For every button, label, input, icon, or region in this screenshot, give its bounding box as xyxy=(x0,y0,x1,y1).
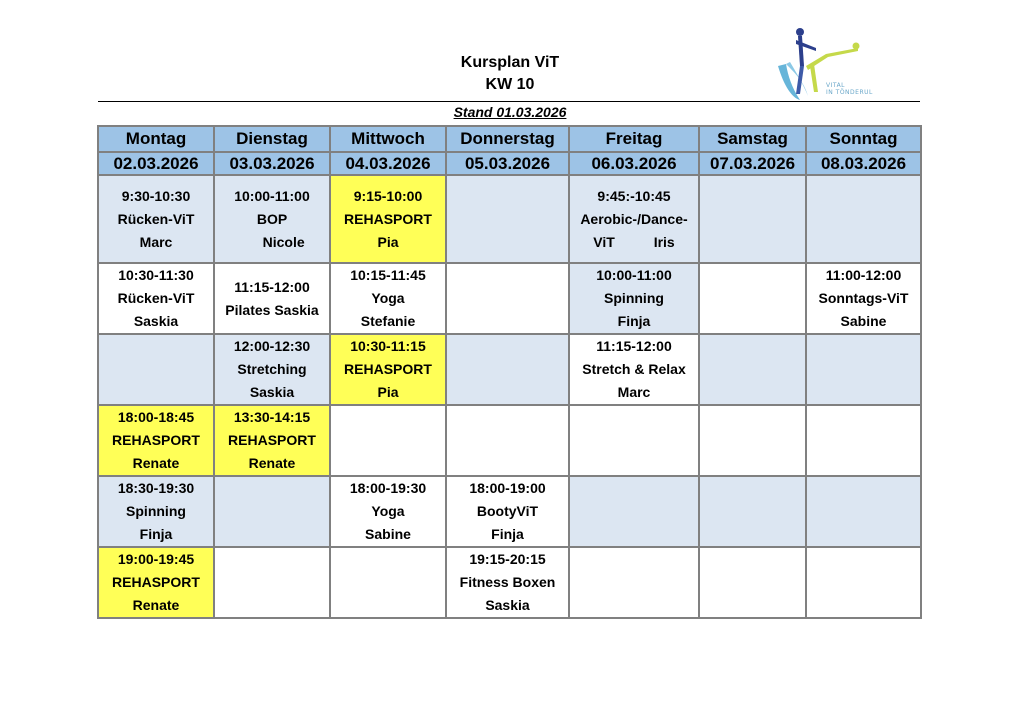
day-header-dienstag: Dienstag xyxy=(214,126,330,152)
course-text: 10:30-11:30 Rücken-ViT Saskia xyxy=(117,267,195,329)
course-cell xyxy=(446,476,569,547)
course-cell xyxy=(806,263,921,334)
course-cell xyxy=(446,405,569,476)
course-cell xyxy=(569,476,699,547)
course-text: 12:00-12:30 Stretching Saskia xyxy=(233,338,311,400)
course-cell xyxy=(569,175,699,263)
table-row xyxy=(98,334,921,405)
course-text: 11:15-12:00 Pilates Saskia xyxy=(225,278,319,318)
course-cell xyxy=(806,334,921,405)
course-cell xyxy=(98,263,214,334)
course-cell xyxy=(214,175,330,263)
course-cell xyxy=(699,263,806,334)
course-cell xyxy=(569,405,699,476)
course-text: 11:00-12:00 Sonntags-ViT Sabine xyxy=(818,267,909,329)
logo-text-line1: VITAL xyxy=(826,82,846,89)
stand-date: Stand 01.03.2026 xyxy=(453,104,567,120)
course-text: 9:15-10:00 REHASPORT Pia xyxy=(344,187,432,250)
course-cell xyxy=(446,175,569,263)
logo-text-line2: IN TÖNDERUL xyxy=(826,89,873,96)
course-cell xyxy=(214,547,330,618)
course-text: 11:15-12:00 Stretch & Relax Marc xyxy=(582,338,686,400)
course-cell xyxy=(699,547,806,618)
course-text: 10:30-11:15 REHASPORT Pia xyxy=(344,338,432,400)
date-header-row xyxy=(98,152,921,175)
day-header-montag: Montag xyxy=(98,126,214,152)
course-cell xyxy=(446,547,569,618)
day-header-row xyxy=(98,126,921,152)
course-text: 18:00-19:30 Yoga Sabine xyxy=(349,480,427,542)
course-cell xyxy=(214,476,330,547)
date-dienstag: 03.03.2026 xyxy=(214,152,330,175)
course-cell xyxy=(569,334,699,405)
course-cell xyxy=(330,263,446,334)
course-cell xyxy=(699,405,806,476)
course-cell xyxy=(699,175,806,263)
date-montag: 02.03.2026 xyxy=(98,152,214,175)
course-cell xyxy=(98,547,214,618)
plan-title: Kursplan ViT xyxy=(460,54,560,71)
course-text: 18:00-18:45 REHASPORT Renate xyxy=(112,409,200,471)
course-cell xyxy=(214,263,330,334)
course-cell xyxy=(446,334,569,405)
course-text: 18:00-19:00 BootyViT Finja xyxy=(469,480,546,542)
course-cell xyxy=(330,334,446,405)
course-cell xyxy=(806,405,921,476)
table-row xyxy=(98,476,921,547)
course-text: 13:30-14:15 REHASPORT Renate xyxy=(228,409,316,471)
day-header-freitag: Freitag xyxy=(569,126,699,152)
course-cell xyxy=(98,405,214,476)
date-samstag: 07.03.2026 xyxy=(699,152,806,175)
course-cell xyxy=(330,405,446,476)
course-cell xyxy=(98,334,214,405)
course-text: 10:00-11:00 Spinning Finja xyxy=(596,267,672,329)
course-cell xyxy=(806,547,921,618)
schedule-table xyxy=(97,125,922,619)
table-row xyxy=(98,547,921,618)
course-cell xyxy=(214,405,330,476)
course-cell xyxy=(569,263,699,334)
course-cell xyxy=(98,476,214,547)
course-cell xyxy=(699,476,806,547)
date-sonntag: 08.03.2026 xyxy=(806,152,921,175)
course-text: 9:45:-10:45 Aerobic-/Dance- ViT Iris xyxy=(580,187,688,250)
course-cell xyxy=(446,263,569,334)
course-cell xyxy=(330,175,446,263)
course-cell xyxy=(98,175,214,263)
table-row xyxy=(98,263,921,334)
page-title xyxy=(400,52,620,96)
course-cell xyxy=(569,547,699,618)
course-text: 18:30-19:30 Spinning Finja xyxy=(117,480,195,542)
course-text: 10:15-11:45 Yoga Stefanie xyxy=(350,267,426,329)
course-text: 19:00-19:45 REHASPORT Renate xyxy=(112,551,200,613)
course-text: 19:15-20:15 Fitness Boxen Saskia xyxy=(459,551,556,613)
table-row xyxy=(98,175,921,263)
day-header-samstag: Samstag xyxy=(699,126,806,152)
date-donnerstag: 05.03.2026 xyxy=(446,152,569,175)
course-cell xyxy=(330,547,446,618)
table-row xyxy=(98,405,921,476)
course-cell xyxy=(214,334,330,405)
day-header-donnerstag: Donnerstag xyxy=(446,126,569,152)
day-header-sonntag: Sonntag xyxy=(806,126,921,152)
course-text: 10:00-11:00 BOP Nicole xyxy=(234,187,310,250)
logo-text xyxy=(826,82,873,96)
course-cell xyxy=(806,476,921,547)
course-text: 9:30-10:30 Rücken-ViT Marc xyxy=(117,187,195,250)
date-mittwoch: 04.03.2026 xyxy=(330,152,446,175)
week-label: KW 10 xyxy=(485,76,535,93)
course-cell xyxy=(699,334,806,405)
course-cell xyxy=(806,175,921,263)
course-cell xyxy=(330,476,446,547)
day-header-mittwoch: Mittwoch xyxy=(330,126,446,152)
date-freitag: 06.03.2026 xyxy=(569,152,699,175)
